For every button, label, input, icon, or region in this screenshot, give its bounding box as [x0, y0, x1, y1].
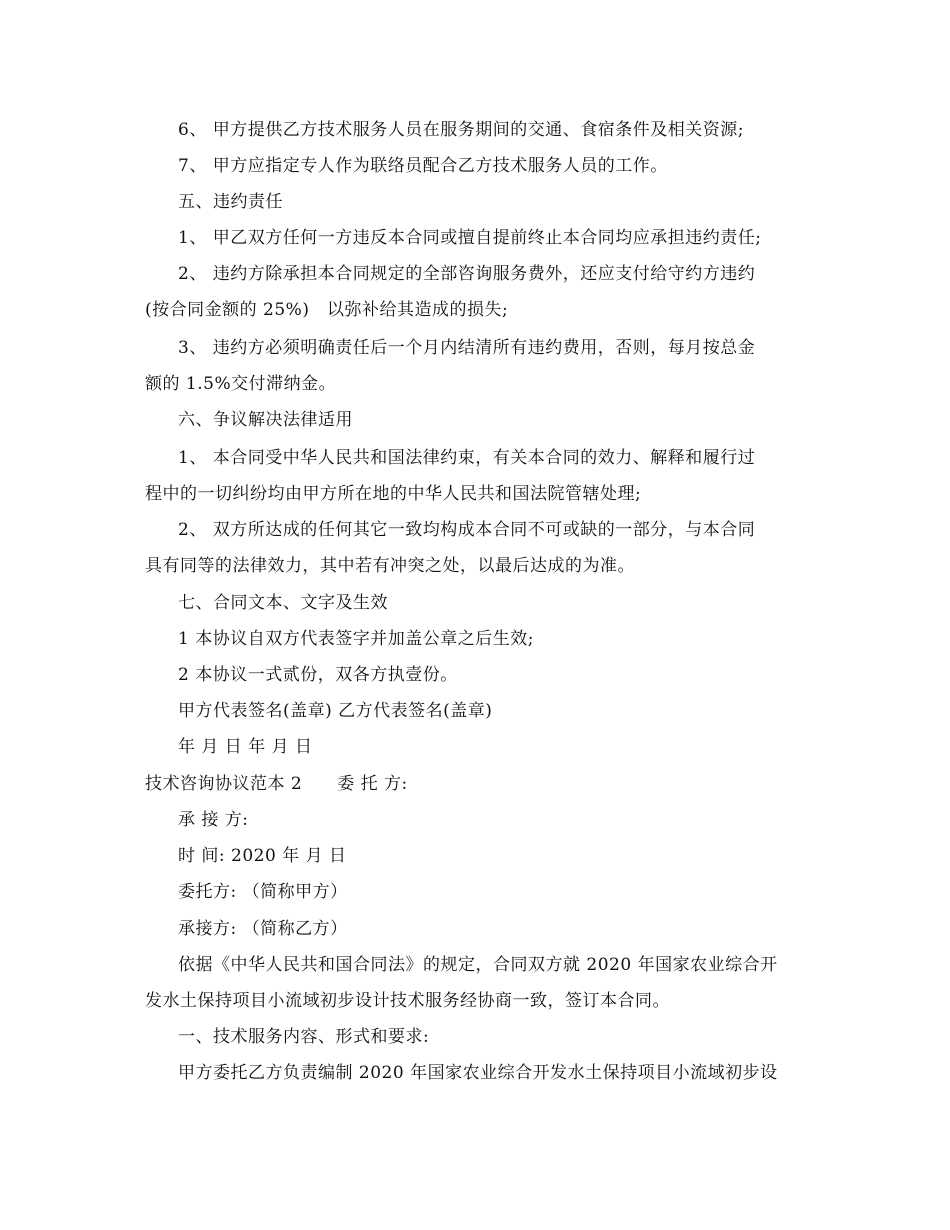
breach-clause-2: 2、 违约方除承担本合同规定的全部咨询服务费外，还应支付给守约方违约: [178, 264, 756, 284]
breach-clause-3-cont: 额的 1.5%交付滞纳金。: [145, 374, 337, 394]
clause-7: 7、 甲方应指定专人作为联络员配合乙方技术服务人员的工作。: [178, 156, 668, 176]
clause-6: 6、 甲方提供乙方技术服务人员在服务期间的交通、食宿条件及相关资源;: [178, 120, 744, 140]
section-heading-service: 一、技术服务内容、形式和要求:: [178, 1027, 430, 1047]
breach-clause-2-cont: (按合同金额的 25%) 以弥补给其造成的损失;: [145, 300, 509, 320]
signature-line: 甲方代表签名(盖章) 乙方代表签名(盖章): [178, 701, 493, 721]
date-line: 年 月 日 年 月 日: [178, 737, 313, 757]
contractor-field: 承 接 方:: [178, 810, 249, 830]
text-clause-1: 1 本协议自双方代表签字并加盖公章之后生效;: [178, 629, 534, 649]
section-heading-dispute: 六、争议解决法律适用: [178, 410, 353, 430]
basis-paragraph-cont: 发水土保持项目小流域初步设计技术服务经协商一致，签订本合同。: [145, 991, 670, 1011]
text-clause-2: 2 本协议一式贰份，双各方执壹份。: [178, 665, 458, 685]
breach-clause-3: 3、 违约方必须明确责任后一个月内结清所有违约费用，否则，每月按总金: [178, 338, 756, 358]
section-heading-text: 七、合同文本、文字及生效: [178, 593, 388, 613]
client-field: 委托方: （简称甲方）: [178, 882, 348, 902]
dispute-clause-2: 2、 双方所达成的任何其它一致均构成本合同不可或缺的一部分，与本合同: [178, 520, 756, 540]
dispute-clause-2-cont: 具有同等的法律效力，其中若有冲突之处，以最后达成的为准。: [145, 556, 635, 576]
time-field: 时 间: 2020 年 月 日: [178, 846, 347, 866]
service-paragraph: 甲方委托乙方负责编制 2020 年国家农业综合开发水土保持项目小流域初步设: [178, 1063, 778, 1083]
contractor-short-field: 承接方: （简称乙方）: [178, 919, 348, 939]
template-title-line: 技术咨询协议范本 2 委 托 方:: [145, 774, 408, 794]
dispute-clause-1-cont: 程中的一切纠纷均由甲方所在地的中华人民共和国法院管辖处理;: [145, 484, 642, 504]
breach-clause-1: 1、 甲乙双方任何一方违反本合同或擅自提前终止本合同均应承担违约责任;: [178, 228, 762, 248]
basis-paragraph: 依据《中华人民共和国合同法》的规定，合同双方就 2020 年国家农业综合开: [178, 955, 778, 975]
dispute-clause-1: 1、 本合同受中华人民共和国法律约束，有关本合同的效力、解释和履行过: [178, 448, 756, 468]
section-heading-breach: 五、违约责任: [178, 192, 283, 212]
